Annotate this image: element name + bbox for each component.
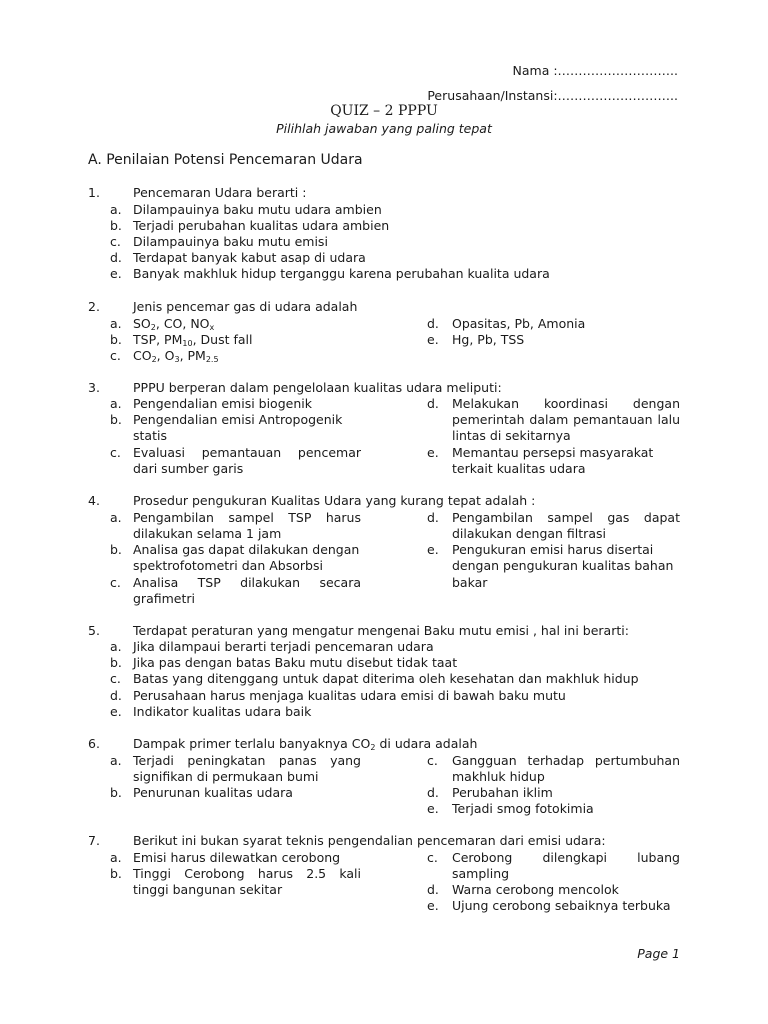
option-letter: e. — [427, 332, 439, 347]
option-text: statis — [133, 428, 167, 443]
option-letter: e. — [427, 445, 439, 460]
question-text: Dampak primer terlalu banyaknya $CO_2$ di udara adalah — [133, 736, 478, 752]
option-letter: c. — [110, 575, 121, 590]
option-letter: e. — [427, 801, 439, 816]
option-text: Memantau persepsi masyarakat — [452, 445, 654, 460]
option-text: Analisa TSP dilakukan secara — [133, 575, 361, 590]
option-letter: c. — [110, 234, 121, 249]
option-text: Ujung cerobong sebaiknya terbuka — [452, 898, 671, 913]
option-text: dilakukan dengan filtrasi — [452, 526, 606, 541]
option-letter: a. — [110, 639, 122, 654]
option-text: Pengendalian emisi Antropogenik — [133, 412, 343, 427]
question-number: 3. — [88, 380, 100, 395]
option-letter: d. — [427, 510, 439, 525]
page-number: Page 1 — [637, 946, 680, 961]
option-letter: a. — [110, 850, 122, 865]
option-text: Jika pas dengan batas Baku mutu disebut tidak taat — [133, 655, 458, 670]
option-text: Opasitas, Pb, Amonia — [452, 316, 586, 331]
option-letter: a. — [110, 316, 122, 331]
question-text: Terdapat peraturan yang mengatur mengenai Baku mutu emisi , hal ini berarti: — [133, 623, 629, 638]
question-text: Pencemaran Udara berarti : — [133, 185, 307, 200]
question-number: 4. — [88, 493, 100, 508]
option-letter: b. — [110, 785, 122, 800]
option-letter: d. — [110, 688, 122, 703]
option-letter: a. — [110, 753, 122, 768]
nama-field: Nama :……………………….. — [512, 63, 678, 78]
option-text: lintas di sekitarnya — [452, 428, 571, 443]
option-letter: a. — [110, 510, 122, 525]
option-letter: d. — [427, 316, 439, 331]
option-text: Perubahan iklim — [452, 785, 553, 800]
option-text: dari sumber garis — [133, 461, 244, 476]
option-text: TSP, $PM_{10}$, Dust fall — [133, 332, 253, 348]
option-letter: b. — [110, 655, 122, 670]
option-text: Dilampauinya baku mutu udara ambien — [133, 202, 382, 217]
option-text: $CO_2$, $O_3$, $PM_{2.5}$ — [133, 348, 219, 364]
quiz-title: QUIZ – 2 PPPU — [330, 103, 438, 119]
option-text: pemerintah dalam pemantauan lalu — [452, 412, 680, 427]
option-text: Melakukan koordinasi dengan — [452, 396, 680, 411]
option-letter: c. — [110, 348, 121, 363]
option-letter: b. — [110, 218, 122, 233]
option-text: Perusahaan harus menjaga kualitas udara emisi di bawah baku mutu — [133, 688, 566, 703]
option-text: Emisi harus dilewatkan cerobong — [133, 850, 341, 865]
option-letter: b. — [110, 866, 122, 881]
option-text: Evaluasi pemantauan pencemar — [133, 445, 361, 460]
option-text: Tinggi Cerobong harus 2.5 kali — [133, 866, 361, 881]
option-letter: c. — [110, 445, 121, 460]
question-number: 6. — [88, 736, 100, 751]
question-number: 1. — [88, 185, 100, 200]
option-letter: d. — [427, 396, 439, 411]
question-number: 2. — [88, 299, 100, 314]
question-number: 7. — [88, 833, 100, 848]
option-text: bakar — [452, 575, 488, 590]
option-text: terkait kualitas udara — [452, 461, 586, 476]
option-letter: c. — [427, 850, 438, 865]
option-text: Pengambilan sampel TSP harus — [133, 510, 361, 525]
option-text: Terjadi peningkatan panas yang — [133, 753, 361, 768]
option-letter: e. — [427, 542, 439, 557]
question-text: Jenis pencemar gas di udara adalah — [133, 299, 358, 314]
option-text: Penurunan kualitas udara — [133, 785, 293, 800]
question-number: 5. — [88, 623, 100, 638]
section-heading: A. Penilaian Potensi Pencemaran Udara — [88, 152, 363, 168]
option-text: grafimetri — [133, 591, 195, 606]
perusahaan-field: Perusahaan/Instansi:……………………….. — [427, 88, 678, 103]
option-letter: e. — [110, 266, 122, 281]
option-letter: c. — [427, 753, 438, 768]
option-text: makhluk hidup — [452, 769, 545, 784]
option-letter: a. — [110, 396, 122, 411]
option-text: signifikan di permukaan bumi — [133, 769, 319, 784]
option-letter: b. — [110, 542, 122, 557]
option-text: Banyak makhluk hidup terganggu karena perubahan kualita udara — [133, 266, 550, 281]
option-text: dengan pengukuran kualitas bahan — [452, 558, 674, 573]
option-text: sampling — [452, 866, 510, 881]
option-text: Terjadi perubahan kualitas udara ambien — [133, 218, 390, 233]
option-letter: d. — [427, 785, 439, 800]
option-text: Terjadi smog fotokimia — [452, 801, 594, 816]
option-text: Indikator kualitas udara baik — [133, 704, 312, 719]
option-text: spektrofotometri dan Absorbsi — [133, 558, 323, 573]
option-letter: b. — [110, 332, 122, 347]
option-text: Analisa gas dapat dilakukan dengan — [133, 542, 360, 557]
option-text: Pengambilan sampel gas dapat — [452, 510, 680, 525]
question-text: PPPU berperan dalam pengelolaan kualitas udara meliputi: — [133, 380, 502, 395]
option-letter: a. — [110, 202, 122, 217]
option-text: Pengukuran emisi harus disertai — [452, 542, 654, 557]
option-text: Batas yang ditenggang untuk dapat diterima oleh kesehatan dan makhluk hidup — [133, 671, 639, 686]
quiz-subtitle: Pilihlah jawaban yang paling tepat — [276, 121, 492, 136]
question-text: Prosedur pengukuran Kualitas Udara yang kurang tepat adalah : — [133, 493, 536, 508]
question-text: Berikut ini bukan syarat teknis pengendalian pencemaran dari emisi udara: — [133, 833, 606, 848]
option-text: Jika dilampaui berarti terjadi pencemaran udara — [133, 639, 434, 654]
option-text: Pengendalian emisi biogenik — [133, 396, 312, 411]
option-text: $SO_2$, CO, $NO_x$ — [133, 316, 215, 332]
option-text: Cerobong dilengkapi lubang — [452, 850, 680, 865]
option-text: Dilampauinya baku mutu emisi — [133, 234, 328, 249]
option-text: tinggi bangunan sekitar — [133, 882, 283, 897]
option-letter: e. — [427, 898, 439, 913]
option-text: Terdapat banyak kabut asap di udara — [133, 250, 366, 265]
option-text: Gangguan terhadap pertumbuhan — [452, 753, 680, 768]
option-letter: e. — [110, 704, 122, 719]
option-text: Hg, Pb, TSS — [452, 332, 525, 347]
option-text: Warna cerobong mencolok — [452, 882, 619, 897]
option-letter: b. — [110, 412, 122, 427]
option-letter: c. — [110, 671, 121, 686]
option-letter: d. — [427, 882, 439, 897]
option-text: dilakukan selama 1 jam — [133, 526, 282, 541]
option-letter: d. — [110, 250, 122, 265]
